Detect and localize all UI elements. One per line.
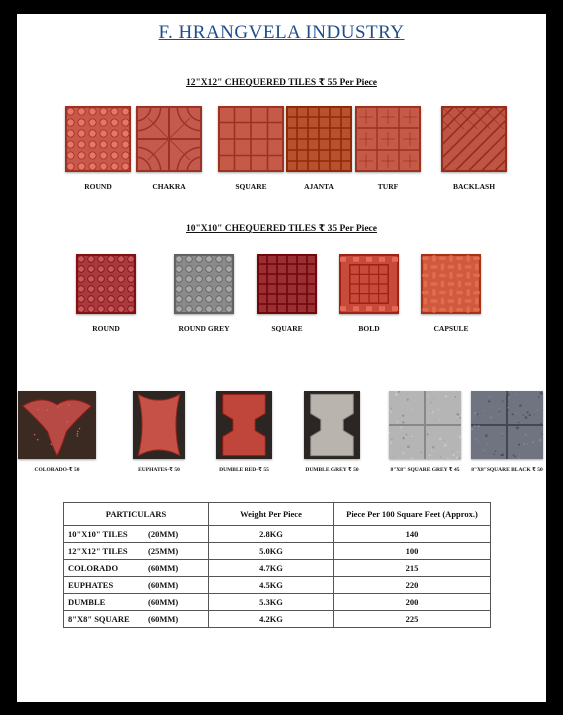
paver-item [12,391,102,473]
tile-image [76,254,136,314]
cell-weight: 4.7KG [209,560,334,577]
paver-item [380,391,470,473]
header-weight: Weight Per Piece [209,503,334,526]
tile-label: ROUND [84,182,112,191]
paver-label: 8"X8"SQUARE BLACK ₹ 50 [471,467,543,473]
tile-image [65,106,131,172]
cell-particulars [64,526,209,543]
cell-pieces: 215 [334,560,491,577]
table-row [64,543,491,560]
cell-weight: 4.2KG [209,611,334,628]
table-row [64,577,491,594]
tile-item [61,254,151,333]
tile-label: CHAKRA [152,182,186,191]
tile-item [324,254,414,333]
table-header-row [64,503,491,526]
product-name: 10"X10" TILES [68,529,128,539]
product-thickness: (20MM) [148,529,179,539]
specifications-table [63,502,491,628]
paver-label: 8"X8" SQUARE GREY ₹ 45 [390,467,460,473]
section-12x12-heading: 12"X12" CHEQUERED TILES ₹ 55 Per Piece [186,78,377,88]
tile-image [421,254,481,314]
product-thickness: (25MM) [148,546,179,556]
header-particulars: PARTICULARS [64,503,209,526]
paver-image [471,391,543,459]
table-row [64,611,491,628]
tile-label: AJANTA [304,182,334,191]
product-thickness: (60MM) [148,614,179,624]
product-name: 12"X12" TILES [68,546,128,556]
product-thickness: (60MM) [148,597,179,607]
tile-label: BOLD [358,324,380,333]
paver-image [18,391,96,459]
tile-label: SQUARE [235,182,267,191]
catalog-page [17,14,546,702]
paver-item [287,391,377,473]
product-thickness: (60MM) [148,563,179,573]
cell-particulars [64,611,209,628]
tile-item [242,254,332,333]
tile-item [343,106,433,191]
cell-particulars [64,594,209,611]
product-name: EUPHATES [68,580,114,590]
cell-weight: 5.3KG [209,594,334,611]
table-row [64,560,491,577]
paver-image [133,391,185,459]
paver-item [462,391,552,473]
tile-image [339,254,399,314]
tile-item [429,106,519,191]
paver-image [216,391,272,459]
paver-item [199,391,289,473]
cell-pieces: 225 [334,611,491,628]
product-name: COLORADO [68,563,119,573]
tile-label: ROUND GREY [178,324,230,333]
section-10x10-heading: 10"X10" CHEQUERED TILES ₹ 35 Per Piece [186,224,377,234]
paver-label: DUMBLE RED-₹ 55 [219,467,269,473]
tile-image [441,106,507,172]
table-row [64,526,491,543]
tile-image [174,254,234,314]
header-pieces: Piece Per 100 Square Feet (Approx.) [334,503,491,526]
tile-label: BACKLASH [452,182,496,191]
product-thickness: (60MM) [148,580,179,590]
paver-label: EUPHATES-₹ 50 [138,467,180,473]
cell-particulars [64,577,209,594]
tile-image [136,106,202,172]
tile-label: SQUARE [271,324,303,333]
page-title: F. HRANGVELA INDUSTRY [158,22,405,43]
cell-weight: 2.8KG [209,526,334,543]
tile-label: CAPSULE [433,324,469,333]
table-row [64,594,491,611]
tile-image [257,254,317,314]
cell-pieces: 100 [334,543,491,560]
tile-image [355,106,421,172]
tile-item [124,106,214,191]
paver-image [304,391,360,459]
paver-label: COLORADO-₹ 50 [34,467,80,473]
paver-label: DUMBLE GREY ₹ 50 [305,467,359,473]
cell-particulars [64,560,209,577]
tile-item [406,254,496,333]
cell-particulars [64,543,209,560]
cell-pieces: 220 [334,577,491,594]
cell-pieces: 200 [334,594,491,611]
product-name: 8"X8" SQUARE [68,614,130,624]
cell-weight: 4.5KG [209,577,334,594]
cell-weight: 5.0KG [209,543,334,560]
paver-image [389,391,461,459]
tile-item [159,254,249,333]
product-name: DUMBLE [68,597,106,607]
cell-pieces: 140 [334,526,491,543]
paver-item [114,391,204,473]
tile-label: TURF [377,182,399,191]
tile-label: ROUND [92,324,120,333]
